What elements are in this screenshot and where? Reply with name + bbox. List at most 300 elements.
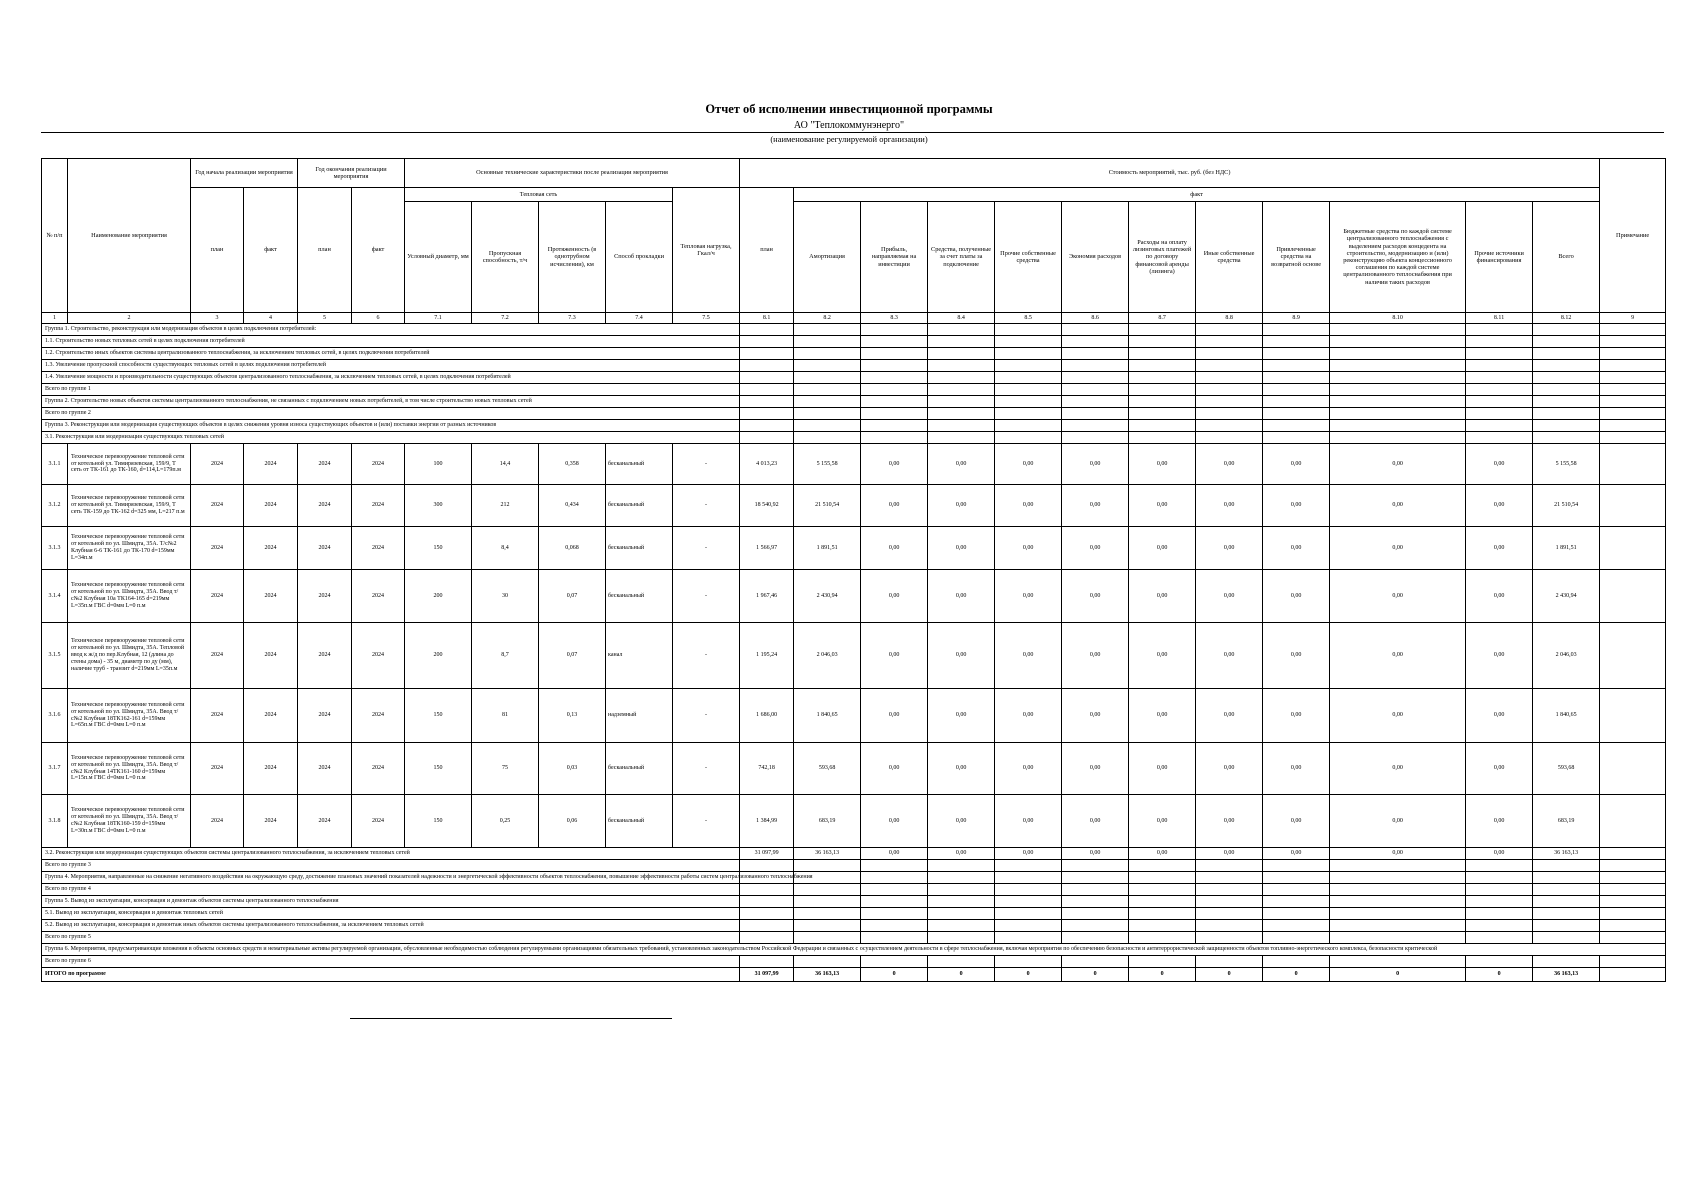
cost-cell-c81 <box>740 956 794 968</box>
group-row <box>42 384 1666 396</box>
cell-c89: 0,00 <box>1263 795 1330 848</box>
cost-cell-c81 <box>740 408 794 420</box>
cell-c82: 1 891,51 <box>794 527 861 570</box>
cost-cell-c811: 0,00 <box>1466 848 1533 860</box>
cell-c81: 742,18 <box>740 743 794 795</box>
cell-c86: 0,00 <box>1062 689 1129 743</box>
group-row <box>42 396 1666 408</box>
column-number: 8.3 <box>861 313 928 324</box>
cost-cell-c812 <box>1533 324 1600 336</box>
note-cell <box>1600 348 1666 360</box>
col-year-end-header: Год окончания реализации мероприятия <box>298 159 405 188</box>
cost-cell-c87 <box>1129 420 1196 432</box>
column-number: 8.4 <box>928 313 995 324</box>
cell-c89: 0,00 <box>1263 689 1330 743</box>
cost-cell-c88 <box>1196 360 1263 372</box>
cost-cell-c87 <box>1129 932 1196 944</box>
cell-c85: 0,00 <box>995 527 1062 570</box>
cell-c810: 0,00 <box>1330 527 1466 570</box>
col-network-header: Тепловая сеть <box>405 188 673 202</box>
col-8-3-header: Прибыль, направляемая на инвестиции <box>861 202 928 313</box>
note-cell <box>1600 872 1666 884</box>
cell-c810: 0,00 <box>1330 743 1466 795</box>
cost-cell-c812: 36 163,13 <box>1533 968 1600 982</box>
cell-num: 3.1.6 <box>42 689 68 743</box>
group-row <box>42 408 1666 420</box>
column-number: 8.9 <box>1263 313 1330 324</box>
note-cell <box>1600 848 1666 860</box>
cell-name: Техническое перевооружение тепловой сети от котельной ул. Тимирязевская, 159/9, Т сеть от ТК-161 до ТК-160, d=114,L=179п.м <box>68 444 191 485</box>
cell-plan-end: 2024 <box>298 527 352 570</box>
cost-cell-c82 <box>794 956 861 968</box>
cost-cell-c88 <box>1196 432 1263 444</box>
cost-cell-c88 <box>1196 336 1263 348</box>
cost-cell-c87 <box>1129 360 1196 372</box>
cell-fact-end: 2024 <box>352 570 405 623</box>
cost-cell-c812 <box>1533 860 1600 872</box>
cell-c84: 0,00 <box>928 795 995 848</box>
cell-c88: 0,00 <box>1196 444 1263 485</box>
table-row <box>42 444 1666 485</box>
cell-c810: 0,00 <box>1330 444 1466 485</box>
cell-c82: 2 046,03 <box>794 623 861 689</box>
cell-c811: 0,00 <box>1466 795 1533 848</box>
cost-cell-c82 <box>794 420 861 432</box>
cell-laying: бесканальный <box>606 527 673 570</box>
note-cell <box>1600 408 1666 420</box>
cost-cell-c810 <box>1330 348 1466 360</box>
cost-cell-c83 <box>861 860 928 872</box>
note-cell <box>1600 932 1666 944</box>
cell-plan-end: 2024 <box>298 485 352 527</box>
cost-cell-c81 <box>740 396 794 408</box>
cost-cell-c88 <box>1196 384 1263 396</box>
cell-fact-end: 2024 <box>352 689 405 743</box>
cell-fact-start: 2024 <box>244 444 298 485</box>
cost-cell-c81 <box>740 336 794 348</box>
cell-c89: 0,00 <box>1263 444 1330 485</box>
group-row <box>42 348 1666 360</box>
cell-c89: 0,00 <box>1263 485 1330 527</box>
cell-load: - <box>673 689 740 743</box>
cost-cell-c811 <box>1466 408 1533 420</box>
cost-cell-c88 <box>1196 956 1263 968</box>
cell-name: Техническое перевооружение тепловой сети от котельной ул. Тимирязевская, 159/9, Т сеть ТК-159 до ТК-162 d=325 мм, L=217 п.м <box>68 485 191 527</box>
cost-cell-c87 <box>1129 920 1196 932</box>
col-8-12-header: Всего <box>1533 202 1600 313</box>
cost-cell-c89 <box>1263 432 1330 444</box>
col-8-7-header: Расходы на оплату лизинговых платежей по договору финансовой аренды (лизинга) <box>1129 202 1196 313</box>
col-8-2-header: Амортизация <box>794 202 861 313</box>
cell-capacity: 8,4 <box>472 527 539 570</box>
cost-cell-c810 <box>1330 372 1466 384</box>
cost-cell-c87 <box>1129 860 1196 872</box>
cost-cell-c89: 0,00 <box>1263 848 1330 860</box>
cost-cell-c812 <box>1533 396 1600 408</box>
cell-fact-end: 2024 <box>352 485 405 527</box>
cost-cell-c85: 0 <box>995 968 1062 982</box>
cost-cell-c82 <box>794 336 861 348</box>
cost-cell-c88 <box>1196 932 1263 944</box>
cell-c82: 1 840,65 <box>794 689 861 743</box>
cell-diameter: 200 <box>405 570 472 623</box>
note-cell <box>1600 956 1666 968</box>
cell-c811: 0,00 <box>1466 485 1533 527</box>
group-label: 5.1. Вывод из эксплуатации, консервация и демонтаж тепловых сетей <box>42 908 740 920</box>
cell-diameter: 150 <box>405 743 472 795</box>
cell-diameter: 150 <box>405 527 472 570</box>
cost-cell-c811 <box>1466 884 1533 896</box>
cost-cell-c86: 0,00 <box>1062 848 1129 860</box>
cost-cell-c87 <box>1129 432 1196 444</box>
cost-cell-c810: 0,00 <box>1330 848 1466 860</box>
cost-cell-c84 <box>928 932 995 944</box>
cost-cell-c86 <box>1062 872 1129 884</box>
note-cell <box>1600 372 1666 384</box>
col-capacity-header: Пропускная способность, т/ч <box>472 202 539 313</box>
cost-cell-c84 <box>928 872 995 884</box>
cell-laying: бесканальный <box>606 444 673 485</box>
cost-cell-c84 <box>928 956 995 968</box>
col-8-11-header: Прочие источники финансирования <box>1466 202 1533 313</box>
cell-laying: бесканальный <box>606 795 673 848</box>
note-cell <box>1600 570 1666 623</box>
table-row <box>42 527 1666 570</box>
note-cell <box>1600 420 1666 432</box>
cost-cell-c89: 0 <box>1263 968 1330 982</box>
cell-capacity: 75 <box>472 743 539 795</box>
cost-cell-c85 <box>995 872 1062 884</box>
cell-c81: 1 686,00 <box>740 689 794 743</box>
cost-cell-c810 <box>1330 408 1466 420</box>
note-cell <box>1600 384 1666 396</box>
note-cell <box>1600 623 1666 689</box>
note-cell <box>1600 908 1666 920</box>
cell-c85: 0,00 <box>995 689 1062 743</box>
cost-cell-c811 <box>1466 324 1533 336</box>
cell-fact-start: 2024 <box>244 527 298 570</box>
column-number: 8.1 <box>740 313 794 324</box>
cost-cell-c85 <box>995 908 1062 920</box>
cell-c86: 0,00 <box>1062 527 1129 570</box>
cost-cell-c87 <box>1129 908 1196 920</box>
cost-cell-c812 <box>1533 432 1600 444</box>
cost-cell-c89 <box>1263 920 1330 932</box>
column-number: 7.2 <box>472 313 539 324</box>
cost-cell-c82 <box>794 408 861 420</box>
cost-cell-c83 <box>861 336 928 348</box>
column-number: 5 <box>298 313 352 324</box>
cell-fact-end: 2024 <box>352 795 405 848</box>
cost-cell-c87 <box>1129 872 1196 884</box>
cost-cell-c812 <box>1533 908 1600 920</box>
cost-cell-c84 <box>928 360 995 372</box>
cell-load: - <box>673 623 740 689</box>
cost-cell-c84 <box>928 384 995 396</box>
cell-c86: 0,00 <box>1062 795 1129 848</box>
cell-length: 0,03 <box>539 743 606 795</box>
cost-cell-c811 <box>1466 920 1533 932</box>
cell-plan-start: 2024 <box>191 444 244 485</box>
cell-fact-start: 2024 <box>244 795 298 848</box>
cost-cell-c85 <box>995 932 1062 944</box>
note-cell <box>1600 968 1666 982</box>
col-end-plan-header: план <box>298 188 352 313</box>
group-label: Группа 4. Мероприятия, направленные на снижение негативного воздействия на окружающую среду, достижение плановых значений показателей надежности и энергетической эффективности объектов теплоснабжения, повышение эффективности работы систем централизованного теплоснабжения <box>42 872 740 884</box>
column-number: 7.4 <box>606 313 673 324</box>
cost-cell-c85: 0,00 <box>995 848 1062 860</box>
cell-name: Техническое перевооружение тепловой сети от котельной по ул. Шмидта, 35А. Ввод т/с№2 Клубная 14ТК161-160 d=159мм L=15п.м ГВС d=0мм L=0 п.м <box>68 743 191 795</box>
cell-c83: 0,00 <box>861 743 928 795</box>
cell-c88: 0,00 <box>1196 570 1263 623</box>
cost-cell-c86 <box>1062 408 1129 420</box>
cost-cell-c87 <box>1129 372 1196 384</box>
group-label: Всего по группе 6 <box>42 956 740 968</box>
cell-name: Техническое перевооружение тепловой сети от котельной по ул. Шмидта, 35А. Ввод т/с№2 Клубная 10а ТК164-165 d=219мм L=35п.м ГВС d=0мм L=0 п.м <box>68 570 191 623</box>
cost-cell-c83 <box>861 384 928 396</box>
cost-cell-c85 <box>995 324 1062 336</box>
cost-cell-c89 <box>1263 908 1330 920</box>
note-cell <box>1600 896 1666 908</box>
cost-cell-c87 <box>1129 384 1196 396</box>
cost-cell-c810 <box>1330 360 1466 372</box>
cost-cell-c82 <box>794 884 861 896</box>
cost-cell-c85 <box>995 408 1062 420</box>
cell-c87: 0,00 <box>1129 689 1196 743</box>
cost-cell-c811 <box>1466 932 1533 944</box>
cell-num: 3.1.2 <box>42 485 68 527</box>
cost-cell-c810 <box>1330 908 1466 920</box>
cost-cell-c88 <box>1196 860 1263 872</box>
cost-cell-c89 <box>1263 420 1330 432</box>
cost-cell-c84 <box>928 860 995 872</box>
cost-cell-c82 <box>794 372 861 384</box>
column-number: 1 <box>42 313 68 324</box>
cell-c85: 0,00 <box>995 444 1062 485</box>
cost-cell-c84 <box>928 408 995 420</box>
cell-plan-end: 2024 <box>298 444 352 485</box>
cost-cell-c86 <box>1062 860 1129 872</box>
group-label: 1.2. Строительство иных объектов системы централизованного теплоснабжения, за исключением тепловых сетей, в целях подключения потребителей <box>42 348 740 360</box>
cost-cell-c87 <box>1129 896 1196 908</box>
cost-cell-c84 <box>928 920 995 932</box>
cell-plan-start: 2024 <box>191 485 244 527</box>
cost-cell-c85 <box>995 420 1062 432</box>
cell-capacity: 81 <box>472 689 539 743</box>
cost-cell-c83 <box>861 956 928 968</box>
organization-name: АО "Теплокоммунэнерго" <box>793 120 905 131</box>
cost-cell-c83 <box>861 348 928 360</box>
cell-c84: 0,00 <box>928 623 995 689</box>
note-cell <box>1600 920 1666 932</box>
cost-cell-c82 <box>794 896 861 908</box>
cell-c84: 0,00 <box>928 570 995 623</box>
cost-cell-c85 <box>995 372 1062 384</box>
cost-cell-c86 <box>1062 324 1129 336</box>
cell-c811: 0,00 <box>1466 570 1533 623</box>
group-label: 3.1. Реконструкция или модернизация существующих тепловых сетей <box>42 432 740 444</box>
cost-cell-c88 <box>1196 348 1263 360</box>
group-label: Всего по группе 2 <box>42 408 740 420</box>
note-cell <box>1600 860 1666 872</box>
group-row <box>42 884 1666 896</box>
cost-cell-c83 <box>861 420 928 432</box>
cell-plan-end: 2024 <box>298 743 352 795</box>
col-end-fact-header: факт <box>352 188 405 313</box>
cost-cell-c810: 0 <box>1330 968 1466 982</box>
cost-cell-c81: 31 097,99 <box>740 968 794 982</box>
cost-cell-c812 <box>1533 884 1600 896</box>
cell-num: 3.1.8 <box>42 795 68 848</box>
col-num-header: № п/п <box>42 159 68 313</box>
cell-plan-end: 2024 <box>298 570 352 623</box>
cost-cell-c81 <box>740 908 794 920</box>
cost-cell-c89 <box>1263 324 1330 336</box>
cost-cell-c84: 0 <box>928 968 995 982</box>
cell-diameter: 200 <box>405 623 472 689</box>
cell-c83: 0,00 <box>861 444 928 485</box>
cost-cell-c810 <box>1330 872 1466 884</box>
cost-cell-c87 <box>1129 408 1196 420</box>
table-row <box>42 743 1666 795</box>
cell-c810: 0,00 <box>1330 795 1466 848</box>
cost-cell-c86 <box>1062 384 1129 396</box>
cell-c87: 0,00 <box>1129 743 1196 795</box>
cost-cell-c84 <box>928 372 995 384</box>
cell-c812: 593,68 <box>1533 743 1600 795</box>
cost-cell-c89 <box>1263 408 1330 420</box>
cost-cell-c87 <box>1129 348 1196 360</box>
cost-cell-c811 <box>1466 956 1533 968</box>
organization-caption: (наименование регулируемой организации) <box>770 134 928 144</box>
cell-fact-start: 2024 <box>244 623 298 689</box>
cost-cell-c85 <box>995 348 1062 360</box>
cost-cell-c812 <box>1533 336 1600 348</box>
cell-c88: 0,00 <box>1196 689 1263 743</box>
cost-cell-c85 <box>995 396 1062 408</box>
col-8-9-header: Привлеченные средства на возвратной основе <box>1263 202 1330 313</box>
cell-plan-end: 2024 <box>298 689 352 743</box>
cost-cell-c89 <box>1263 336 1330 348</box>
table-row <box>42 623 1666 689</box>
cell-c89: 0,00 <box>1263 527 1330 570</box>
cell-c85: 0,00 <box>995 485 1062 527</box>
col-laying-header: Способ прокладки <box>606 202 673 313</box>
cost-cell-c812: 36 163,13 <box>1533 848 1600 860</box>
cost-cell-c810 <box>1330 860 1466 872</box>
cell-c84: 0,00 <box>928 527 995 570</box>
cost-cell-c812 <box>1533 372 1600 384</box>
cell-c811: 0,00 <box>1466 689 1533 743</box>
group-row <box>42 420 1666 432</box>
cell-c84: 0,00 <box>928 743 995 795</box>
cell-c87: 0,00 <box>1129 795 1196 848</box>
col-8-6-header: Экономия расходов <box>1062 202 1129 313</box>
group-label: Всего по группе 3 <box>42 860 740 872</box>
cell-c88: 0,00 <box>1196 795 1263 848</box>
cell-c88: 0,00 <box>1196 527 1263 570</box>
table-row <box>42 689 1666 743</box>
cost-cell-c811: 0 <box>1466 968 1533 982</box>
cell-num: 3.1.3 <box>42 527 68 570</box>
cell-c84: 0,00 <box>928 444 995 485</box>
cell-laying: бесканальный <box>606 485 673 527</box>
cost-cell-c810 <box>1330 932 1466 944</box>
cost-cell-c810 <box>1330 324 1466 336</box>
cell-c83: 0,00 <box>861 527 928 570</box>
cost-cell-c87 <box>1129 324 1196 336</box>
col-year-start-header: Год начала реализации мероприятия <box>191 159 298 188</box>
cell-load: - <box>673 795 740 848</box>
note-cell <box>1600 795 1666 848</box>
column-number: 8.7 <box>1129 313 1196 324</box>
cell-laying: надземный <box>606 689 673 743</box>
cost-cell-c84 <box>928 432 995 444</box>
cost-cell-c81 <box>740 896 794 908</box>
group-row <box>42 896 1666 908</box>
col-8-4-header: Средства, полученные за счет платы за подключение <box>928 202 995 313</box>
cost-cell-c89 <box>1263 932 1330 944</box>
cell-c81: 4 013,23 <box>740 444 794 485</box>
cell-c81: 1 566,97 <box>740 527 794 570</box>
cell-plan-start: 2024 <box>191 795 244 848</box>
cost-cell-c89 <box>1263 384 1330 396</box>
cost-cell-c81 <box>740 372 794 384</box>
column-number: 3 <box>191 313 244 324</box>
cost-cell-c87 <box>1129 396 1196 408</box>
cost-cell-c811 <box>1466 336 1533 348</box>
cost-cell-c85 <box>995 336 1062 348</box>
col-load-header: Тепловая нагрузка, Гкал/ч <box>673 188 740 313</box>
cell-c86: 0,00 <box>1062 623 1129 689</box>
cost-cell-c81: 31 097,99 <box>740 848 794 860</box>
column-number: 8.8 <box>1196 313 1263 324</box>
cell-c810: 0,00 <box>1330 485 1466 527</box>
table-row <box>42 485 1666 527</box>
group-label: 1.3. Увеличение пропускной способности существующих тепловых сетей в целях подключения потребителей <box>42 360 740 372</box>
cell-plan-start: 2024 <box>191 570 244 623</box>
cell-fact-end: 2024 <box>352 623 405 689</box>
cost-cell-c84 <box>928 396 995 408</box>
cost-cell-c811 <box>1466 396 1533 408</box>
col-tech-header: Основные технические характеристики после реализации мероприятия <box>405 159 740 188</box>
cost-cell-c82 <box>794 360 861 372</box>
column-number: 4 <box>244 313 298 324</box>
cell-c812: 2 430,94 <box>1533 570 1600 623</box>
cell-num: 3.1.4 <box>42 570 68 623</box>
cell-diameter: 150 <box>405 795 472 848</box>
cost-cell-c81 <box>740 360 794 372</box>
cell-c812: 21 510,54 <box>1533 485 1600 527</box>
cell-c810: 0,00 <box>1330 689 1466 743</box>
cost-cell-c84 <box>928 908 995 920</box>
cell-plan-start: 2024 <box>191 623 244 689</box>
cell-fact-end: 2024 <box>352 743 405 795</box>
column-number: 7.1 <box>405 313 472 324</box>
cost-cell-c85 <box>995 956 1062 968</box>
cost-cell-c810 <box>1330 896 1466 908</box>
cost-cell-c89 <box>1263 860 1330 872</box>
note-cell <box>1600 884 1666 896</box>
cost-cell-c84 <box>928 896 995 908</box>
col-cost-plan-header: план <box>740 188 794 313</box>
investment-program-table <box>41 158 1666 982</box>
cell-load: - <box>673 444 740 485</box>
cell-c86: 0,00 <box>1062 444 1129 485</box>
cell-c87: 0,00 <box>1129 623 1196 689</box>
cell-capacity: 14,4 <box>472 444 539 485</box>
cell-c811: 0,00 <box>1466 444 1533 485</box>
